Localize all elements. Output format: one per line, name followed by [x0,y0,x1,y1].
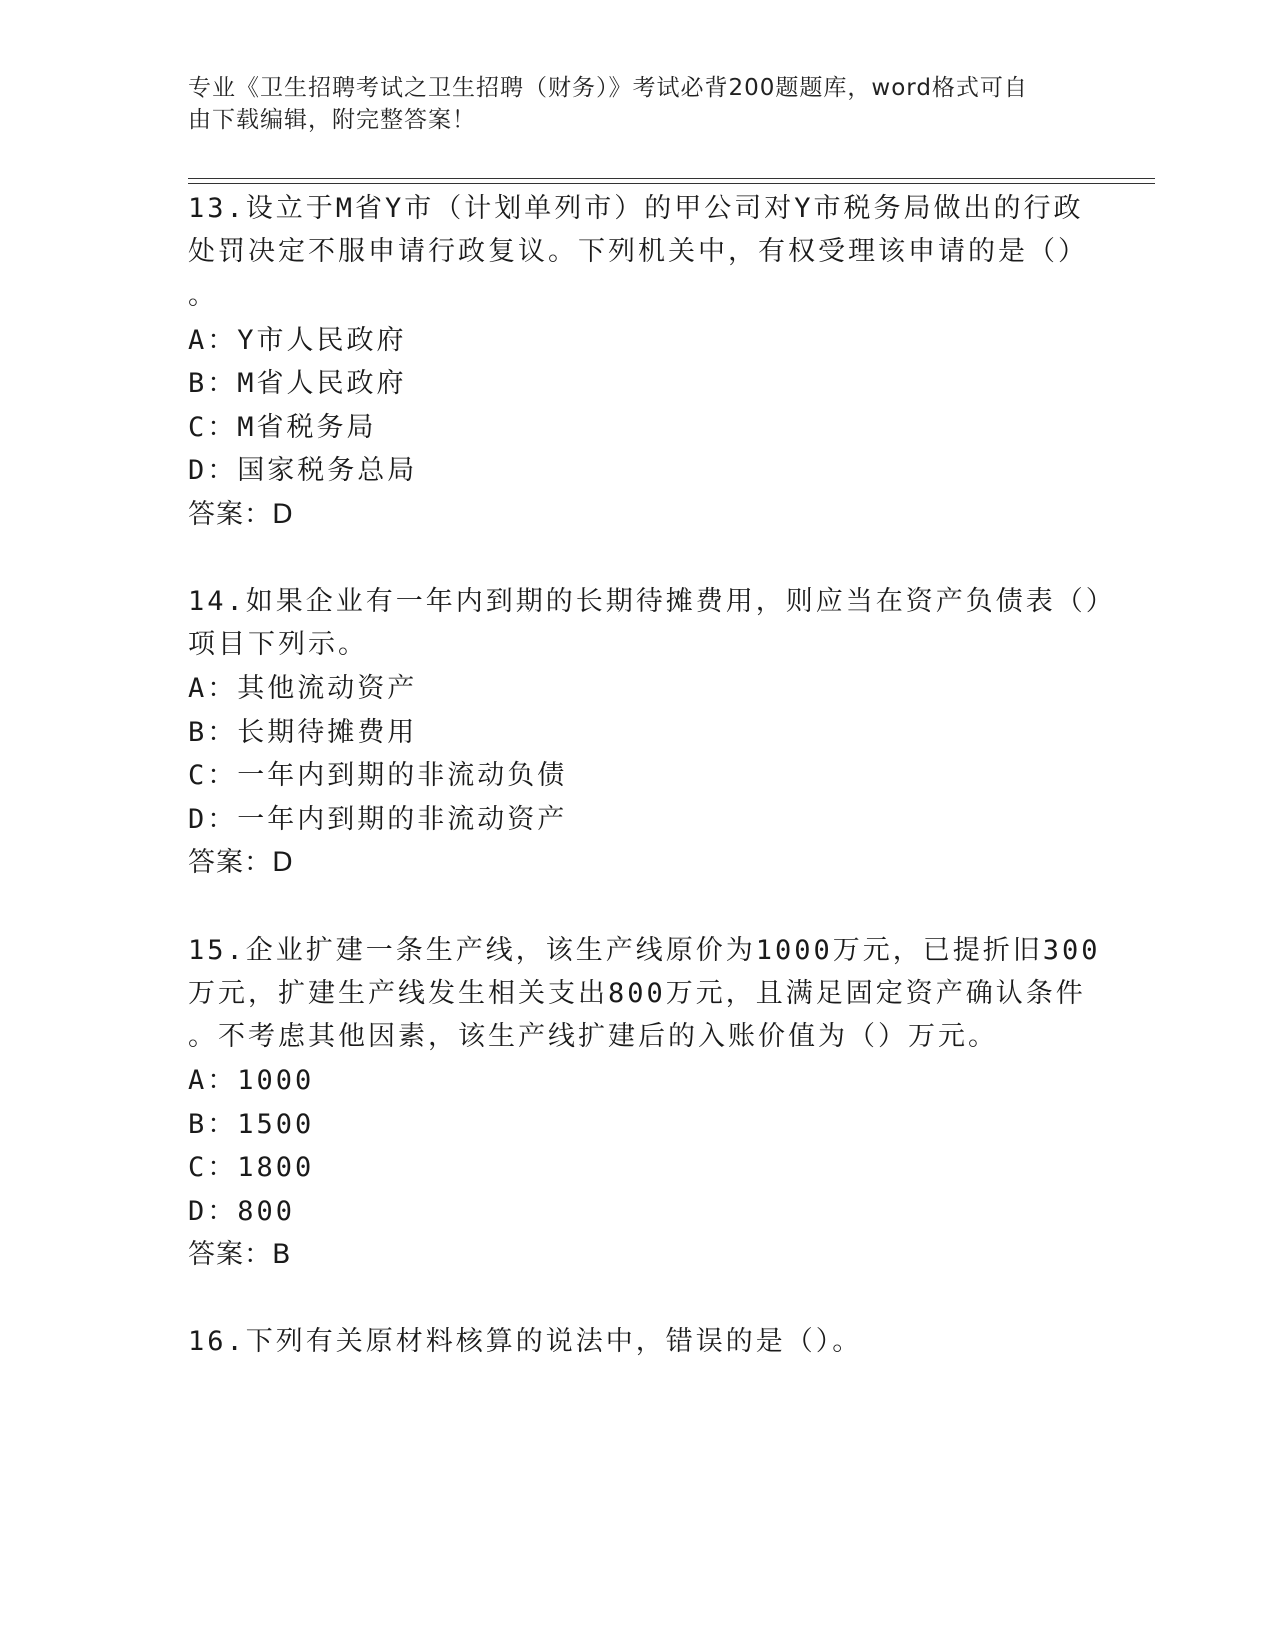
question-text-line: 处罚决定不服申请行政复议。下列机关中，有权受理该申请的是（） [188,236,1088,267]
option-b: B：M省人民政府 [188,368,407,399]
header-line-2: 由下载编辑，附完整答案！ [188,107,476,133]
document-header [188,72,1068,136]
question-text-line: 。不考虑其他因素，该生产线扩建后的入账价值为（）万元。 [188,1021,998,1052]
option-a: A：1000 [188,1065,315,1096]
option-a: A：Y市人民政府 [188,325,407,356]
option-c: C：M省税务局 [188,412,377,443]
option-a: A：其他流动资产 [188,673,418,704]
question-text-line: 16.下列有关原材料核算的说法中，错误的是（）。 [188,1326,863,1357]
option-d: D：国家税务总局 [188,455,418,486]
header-divider-bottom [188,183,1155,184]
option-d: D：一年内到期的非流动资产 [188,804,568,835]
option-b: B：长期待摊费用 [188,717,418,748]
option-b: B：1500 [188,1109,315,1140]
answer-label: 答案：B [188,1239,292,1270]
question-text-line: 15.企业扩建一条生产线，该生产线原价为1000万元，已提折旧300 [188,935,1101,966]
question-text-line: 项目下列示。 [188,629,368,660]
question-text-line: 万元，扩建生产线发生相关支出800万元，且满足固定资产确认条件 [188,978,1086,1009]
option-c: C：一年内到期的非流动负债 [188,760,568,791]
answer-label: 答案：D [188,847,294,878]
option-d: D：800 [188,1196,296,1227]
option-c: C：1800 [188,1152,315,1183]
header-divider-top [188,178,1155,179]
question-text-line: 14.如果企业有一年内到期的长期待摊费用，则应当在资产负债表（） [188,586,1116,617]
question-text-line: 。 [188,280,218,311]
header-line-1: 专业《卫生招聘考试之卫生招聘（财务）》考试必背200题题库，word格式可自 [188,75,1028,101]
question-text-line: 13.设立于M省Y市（计划单列市）的甲公司对Y市税务局做出的行政 [188,193,1084,224]
answer-label: 答案：D [188,499,294,530]
